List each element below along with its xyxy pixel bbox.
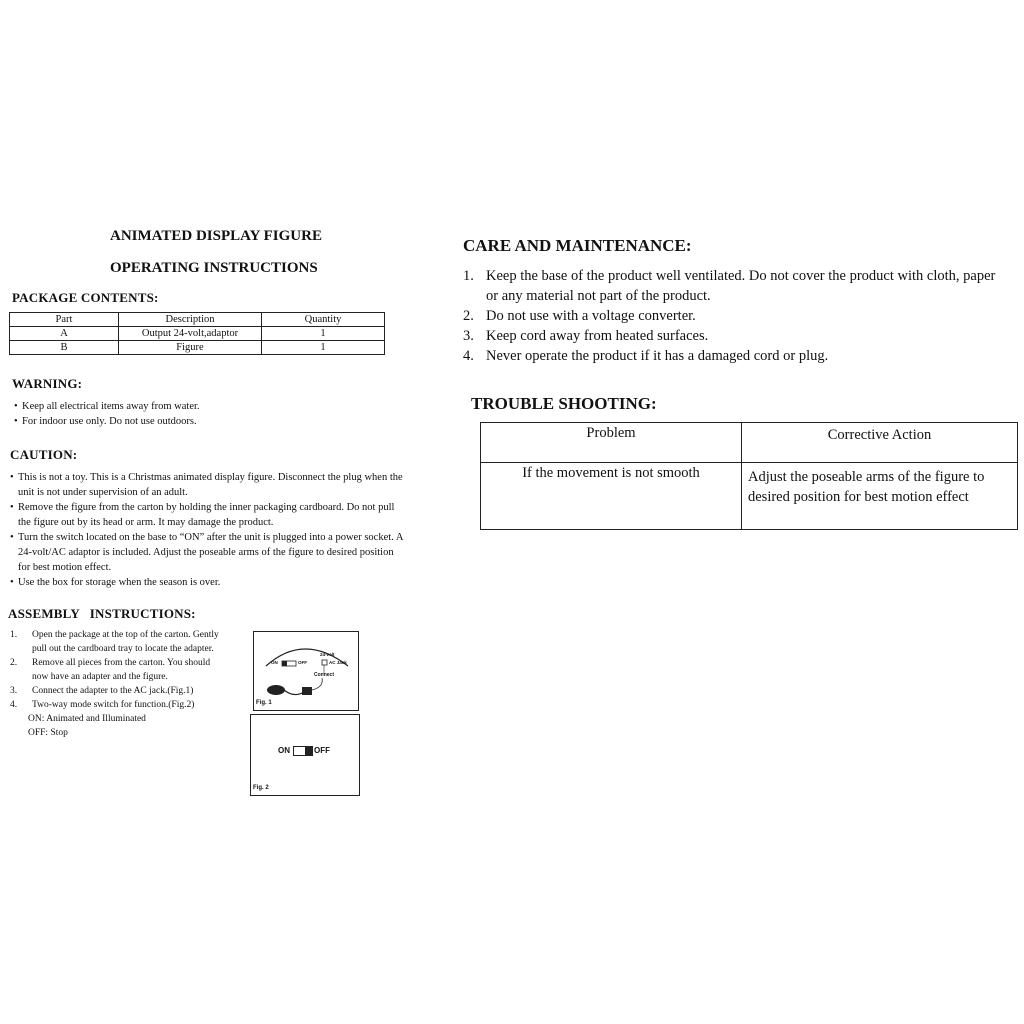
list-item <box>10 684 220 698</box>
figure-2 <box>250 714 360 796</box>
item-number: 1. <box>10 630 18 640</box>
adapter-connection-illustration <box>254 632 358 710</box>
table-header-cell: Problem <box>481 423 742 463</box>
table-row <box>10 341 385 355</box>
package-contents-table <box>9 312 385 355</box>
table-header-cell: Quantity <box>262 313 385 327</box>
list-item: • Keep all electrical items away from water. <box>12 399 392 414</box>
warning-list <box>12 399 392 429</box>
item-text: Keep the base of the product well ventilated. Do not cover the product with cloth, paper or any material not part of the product. <box>486 268 996 304</box>
list-item: • For indoor use only. Do not use outdoors. <box>12 414 392 429</box>
item-number: 4. <box>10 700 18 710</box>
table-header-row <box>481 423 1018 463</box>
trouble-heading: TROUBLE SHOOTING: <box>471 394 657 413</box>
table-row <box>481 463 1018 530</box>
mode-switch-icon <box>293 746 313 756</box>
care-list <box>463 266 1008 366</box>
list-item <box>463 326 1008 346</box>
care-heading: CARE AND MAINTENANCE: <box>463 236 692 255</box>
item-text: Remove all pieces from the carton. You should now have an adapter and the figure. <box>32 658 211 682</box>
list-item: • Remove the figure from the carton by holding the inner packaging cardboard. Do not pull the figure out by its head or arm. It may damage the product. <box>8 500 408 530</box>
table-cell: Output 24-volt,adaptor <box>119 327 262 341</box>
assembly-list <box>10 628 220 740</box>
warning-heading: WARNING: <box>12 376 83 391</box>
fig1-off-label: OFF <box>298 660 307 665</box>
table-header-cell: Description <box>119 313 262 327</box>
item-number: 3. <box>463 328 474 344</box>
fig1-on-label: ON <box>271 660 278 665</box>
list-item: • This is not a toy. This is a Christmas animated display figure. Disconnect the plug when the unit is not under supervision of an adult. <box>8 470 408 500</box>
list-item <box>10 698 220 712</box>
mode-on-text: ON: Animated and Illuminated <box>28 714 146 724</box>
fig1-caption: Fig. 1 <box>256 700 272 706</box>
item-number: 2. <box>10 658 18 668</box>
item-text: Open the package at the top of the carton. Gently pull out the cardboard tray to locate the adapter. <box>32 630 219 654</box>
figure-1 <box>253 631 359 711</box>
fig2-caption: Fig. 2 <box>253 785 269 791</box>
list-item <box>463 266 1008 306</box>
fig2-off-label: OFF <box>314 746 330 755</box>
fig1-connect-label: Connect <box>314 672 334 678</box>
item-number: 1. <box>463 268 474 284</box>
list-item: • Use the box for storage when the season is over. <box>8 575 408 590</box>
caution-heading: CAUTION: <box>10 447 78 462</box>
table-cell: 1 <box>262 341 385 355</box>
item-number: 3. <box>10 686 18 696</box>
item-number: 4. <box>463 348 474 364</box>
fig2-on-label: ON <box>278 746 290 755</box>
doc-subtitle: OPERATING INSTRUCTIONS <box>110 260 318 276</box>
doc-title: ANIMATED DISPLAY FIGURE <box>110 228 322 244</box>
item-text: Keep cord away from heated surfaces. <box>486 328 709 344</box>
list-item <box>463 306 1008 326</box>
item-text: Two-way mode switch for function.(Fig.2) <box>32 700 195 710</box>
trouble-table <box>480 422 1018 530</box>
table-cell: B <box>10 341 119 355</box>
package-contents-heading: PACKAGE CONTENTS: <box>12 290 159 305</box>
table-header-cell: Corrective Action <box>742 423 1018 463</box>
list-item <box>10 656 220 684</box>
table-cell: A <box>10 327 119 341</box>
list-item <box>10 726 220 740</box>
fig1-volt-label: 24-volt <box>320 652 335 657</box>
item-number: 2. <box>463 308 474 324</box>
list-item: • Turn the switch located on the base to “ON” after the unit is plugged into a power socket. A 24-volt/AC adaptor is included. Adjust the poseable arms of the figure to desired position for best motion effect. <box>8 530 408 575</box>
list-item <box>463 346 1008 366</box>
table-cell: 1 <box>262 327 385 341</box>
table-header-row <box>10 313 385 327</box>
list-item <box>10 628 220 656</box>
item-text: Connect the adapter to the AC jack.(Fig.1) <box>32 686 194 696</box>
table-cell: Adjust the poseable arms of the figure to desired position for best motion effect <box>742 463 1018 530</box>
fig1-ac-jack-label: AC Jack <box>329 660 347 665</box>
table-cell: If the movement is not smooth <box>481 463 742 530</box>
table-row <box>10 327 385 341</box>
mode-off-text: OFF: Stop <box>28 728 68 738</box>
table-cell: Figure <box>119 341 262 355</box>
list-item <box>10 712 220 726</box>
assembly-heading: ASSEMBLY INSTRUCTIONS: <box>8 606 196 621</box>
item-text: Do not use with a voltage converter. <box>486 308 696 324</box>
caution-list <box>8 470 408 590</box>
table-header-cell: Part <box>10 313 119 327</box>
item-text: Never operate the product if it has a damaged cord or plug. <box>486 348 829 364</box>
